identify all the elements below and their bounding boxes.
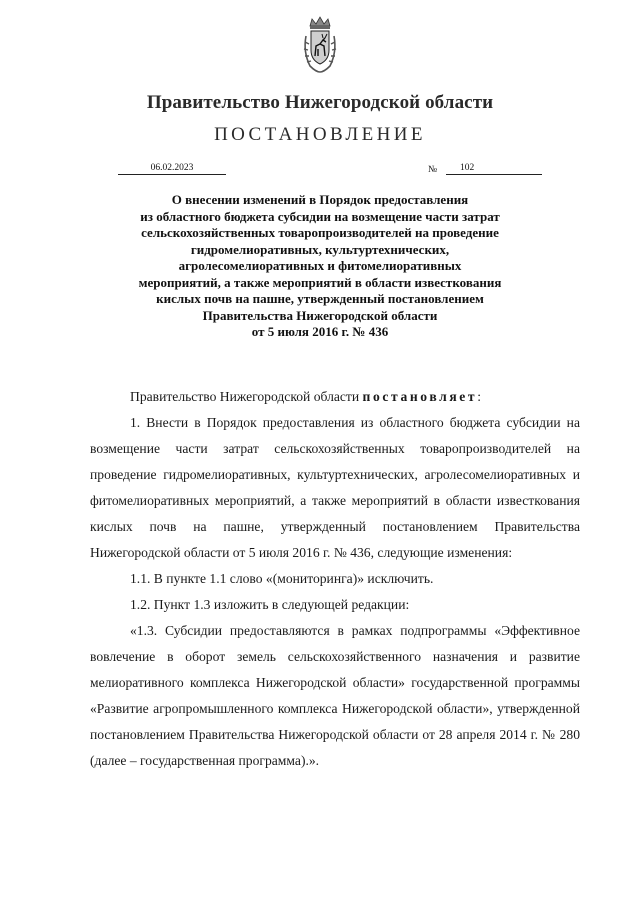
- heading-line: Правительства Нижегородской области: [202, 307, 438, 323]
- intro-prefix: Правительство Нижегородской области: [130, 389, 363, 404]
- intro-suffix: :: [477, 389, 481, 404]
- heading-line: мероприятий, а также мероприятий в области известкования: [138, 274, 502, 290]
- heading-line: кислых почв на пашне, утвержденный постановлением: [156, 291, 484, 306]
- heading-line: сельскохозяйственных товаропроизводителей на проведение: [141, 225, 499, 240]
- paragraph-1: 1. Внести в Порядок предоставления из областного бюджета субсидии на возмещение части затрат сельскохозяйственных товаропроизводителей на проведение гидромелиоративных, культуртехнических, агролесомелиоративных и фитомелиоративных мероприятий, а также мероприятий в области известкования кислых почв на пашне, утвержденный постановлением Правительства Нижегородской области от 5 июля 2016 г. № 436, следующие изменения:: [90, 415, 580, 560]
- heading-line: агролесомелиоративных и фитомелиоративных: [178, 258, 462, 273]
- paragraph-1-2: 1.2. Пункт 1.3 изложить в следующей редакции:: [130, 597, 410, 612]
- intro-paragraph: [90, 384, 580, 410]
- heading-line: гидромелиоративных, культуртехнических,: [190, 241, 450, 257]
- paragraph-1-1: 1.1. В пункте 1.1 слово «(мониторинга)» исключить.: [130, 571, 434, 586]
- document-number: 102: [446, 162, 542, 175]
- heading-line: от 5 июля 2016 г. № 436: [251, 324, 389, 339]
- heading-line: О внесении изменений в Порядок предоставления: [171, 192, 469, 207]
- document-heading: [100, 192, 540, 341]
- resolves-word: постановляет: [362, 389, 478, 404]
- paragraph-1-3: «1.3. Субсидии предоставляются в рамках подпрограммы «Эффективное вовлечение в оборот земель сельскохозяйственного назначения и развитие мелиоративного комплекса Нижегородской области» государственной программы «Развитие агропромышленного комплекса Нижегородской области», утвержденной постановлением Правительства Нижегородской области от 28 апреля 2014 г. № 280 (далее – государственная программа).».: [90, 623, 580, 768]
- government-title: Правительство Нижегородской области: [146, 92, 494, 113]
- document-body: [90, 384, 580, 774]
- heading-line: из областного бюджета субсидии на возмещение части затрат: [140, 208, 500, 224]
- document-type: ПОСТАНОВЛЕНИЕ: [214, 124, 426, 145]
- coat-of-arms-icon: [302, 16, 338, 74]
- number-sign: №: [428, 165, 438, 175]
- document-date: 06.02.2023: [118, 162, 226, 175]
